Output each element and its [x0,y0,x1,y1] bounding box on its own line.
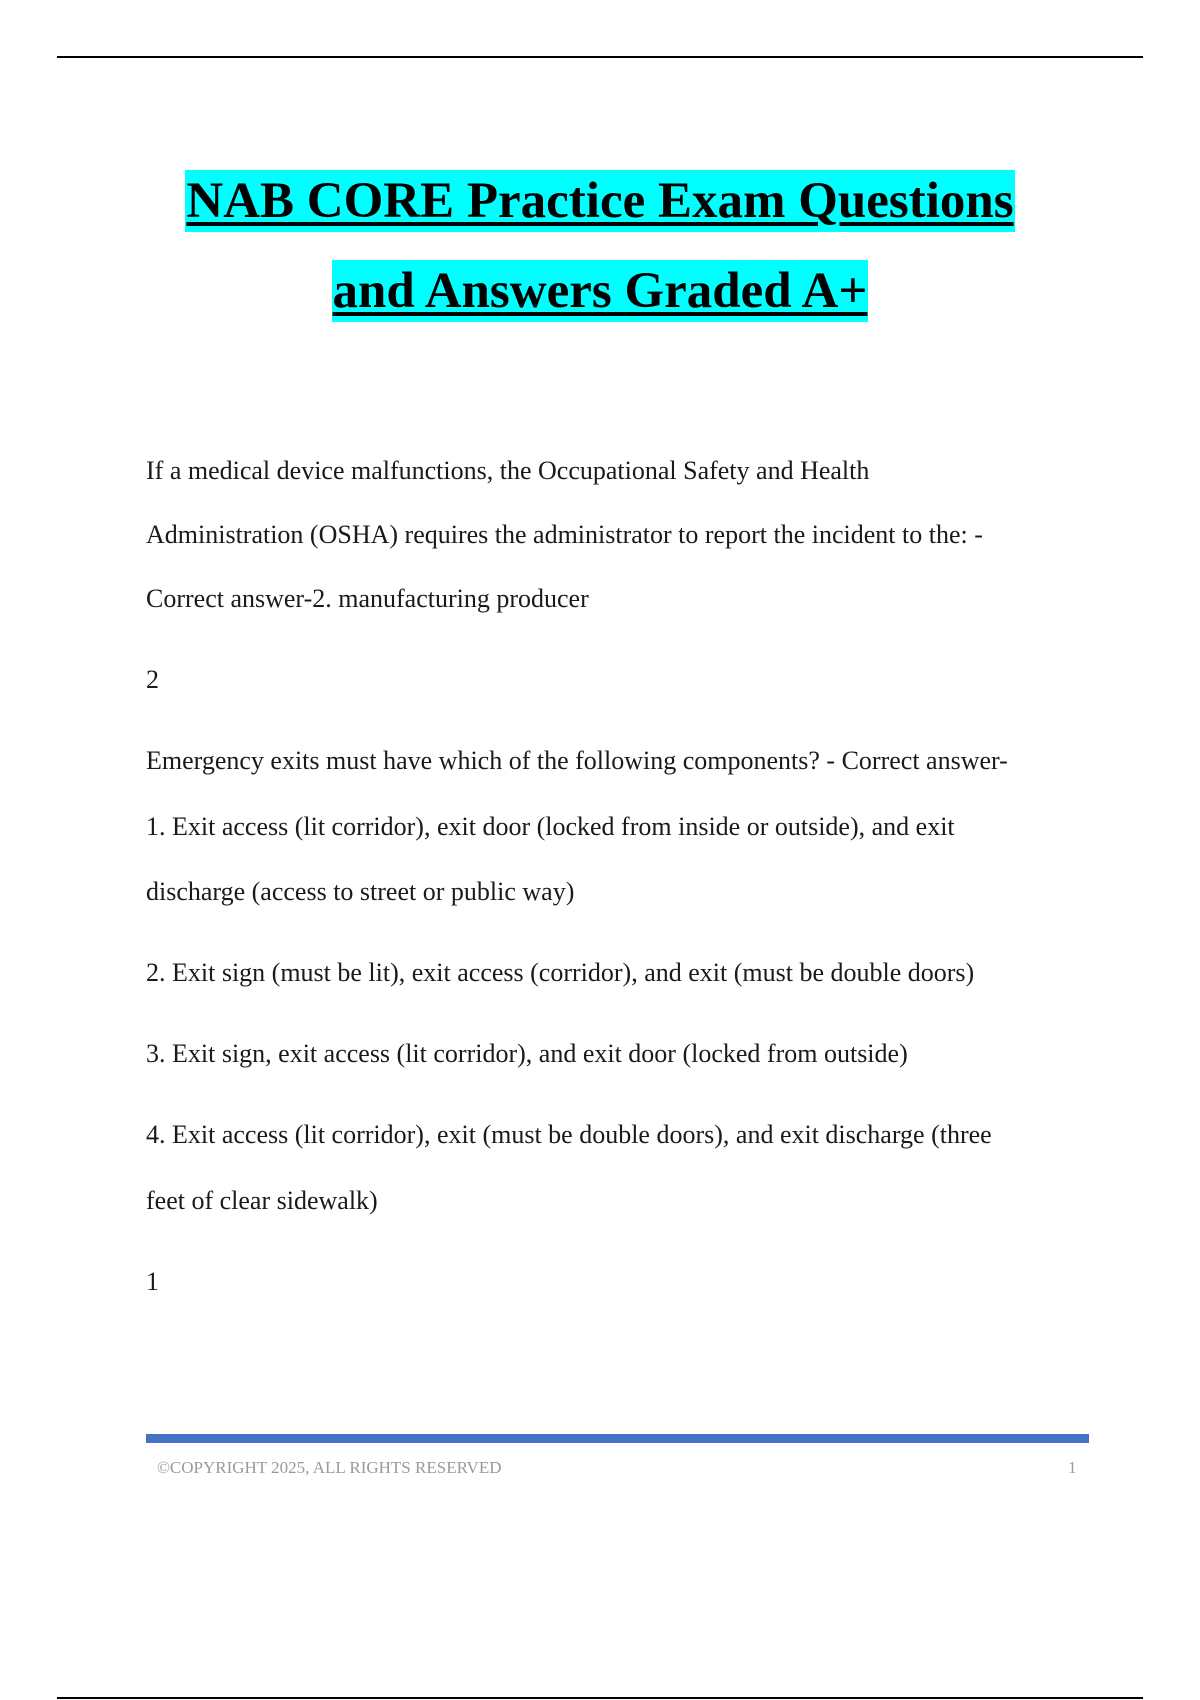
question-2-answer-number: 1 [146,1267,159,1296]
question-1-line-3: Correct answer-2. manufacturing producer [146,584,589,613]
question-2-option-2: 2. Exit sign (must be lit), exit access (corridor), and exit (must be double doors) [146,958,975,987]
question-2-option-3: 3. Exit sign, exit access (lit corridor), and exit door (locked from outside) [146,1039,908,1068]
bottom-rule [57,1697,1143,1699]
question-1-line-2: Administration (OSHA) requires the administrator to report the incident to the: - [146,520,983,549]
question-1-answer-number: 2 [146,665,159,694]
question-2-option-1-line-2: discharge (access to street or public way) [146,877,575,906]
footer-bar [146,1434,1089,1443]
question-2-line-1: Emergency exits must have which of the following components? - Correct answer- [146,746,1008,775]
footer-copyright: ©COPYRIGHT 2025, ALL RIGHTS RESERVED [157,1458,502,1477]
footer-page-number: 1 [1068,1458,1077,1477]
title-line-1: NAB CORE Practice Exam Questions [185,170,1014,232]
question-2-option-4-line-2: feet of clear sidewalk) [146,1186,378,1215]
document-title [0,170,1200,322]
question-1-line-1: If a medical device malfunctions, the Occupational Safety and Health [146,456,870,485]
question-2-option-1-line-1: 1. Exit access (lit corridor), exit door (locked from inside or outside), and exit [146,812,955,841]
top-rule [57,56,1143,58]
question-2-option-4-line-1: 4. Exit access (lit corridor), exit (must be double doors), and exit discharge (three [146,1120,992,1149]
title-line-2: and Answers Graded A+ [332,260,869,322]
